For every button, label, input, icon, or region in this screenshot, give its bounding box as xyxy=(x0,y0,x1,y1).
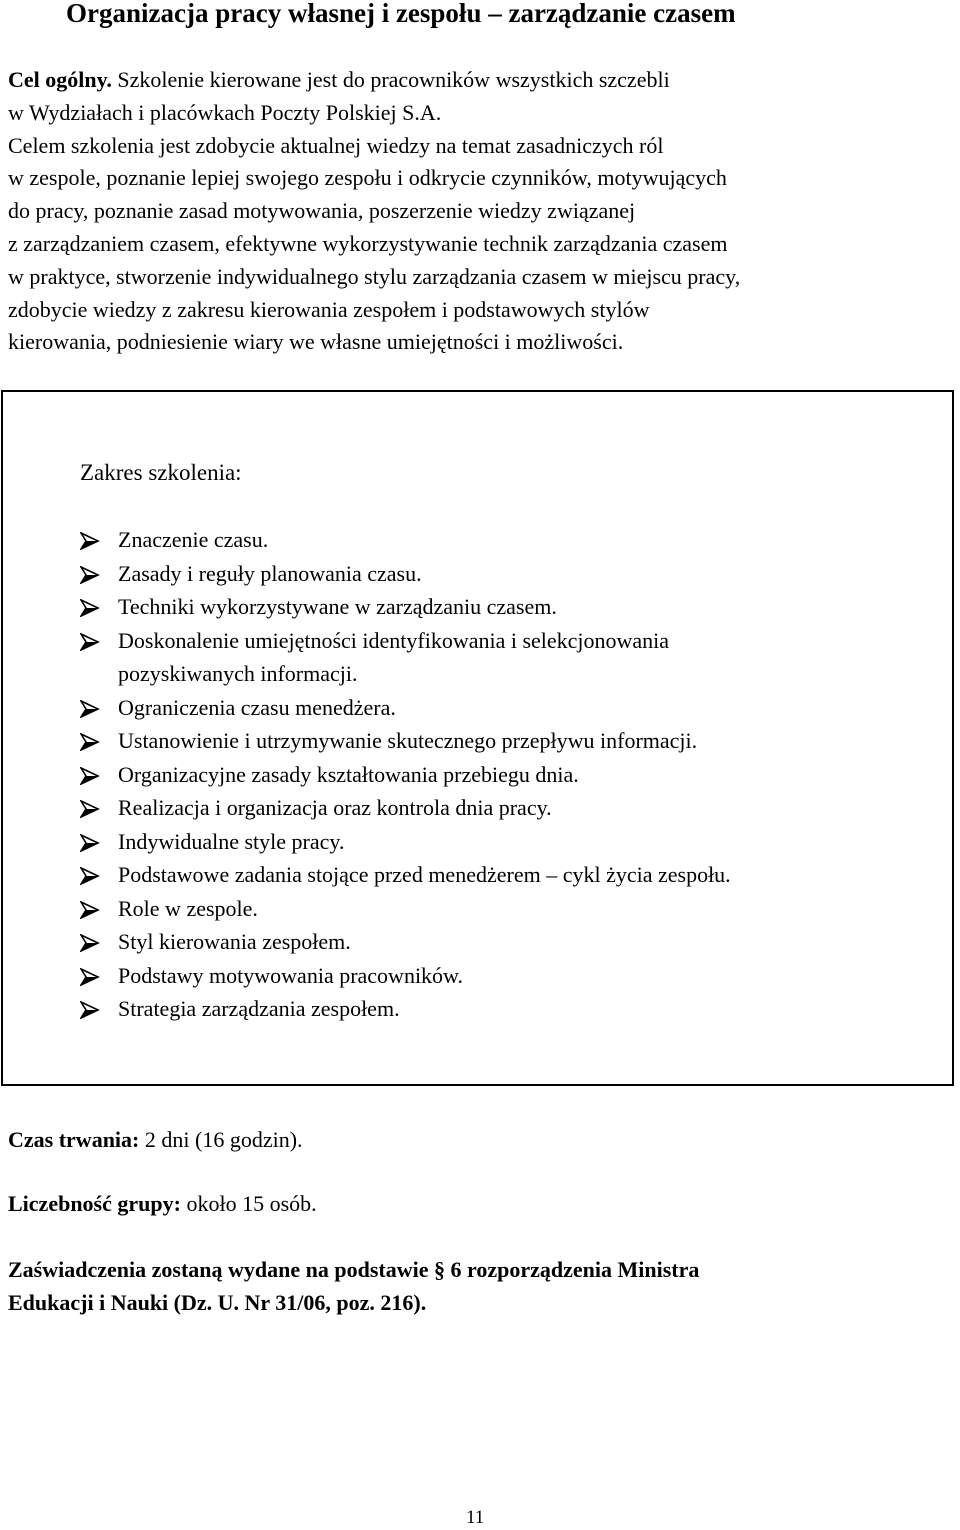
scope-list-item xyxy=(80,691,731,725)
arrowhead-bullet-icon xyxy=(80,633,100,651)
goal-text: Szkolenie kierowane jest do pracowników wszystkich szczebli xyxy=(111,67,670,92)
training-scope-title: Zakres szkolenia: xyxy=(80,460,242,485)
duration-info xyxy=(8,1124,303,1156)
scope-list-item xyxy=(80,523,731,557)
scope-list-item xyxy=(80,791,731,825)
goal-line: do pracy, poznanie zasad motywowania, poszerzenie wiedzy związanej xyxy=(8,198,636,224)
arrowhead-bullet-icon xyxy=(80,901,100,919)
certificate-note xyxy=(8,1253,953,1319)
scope-item-text: Strategia zarządzania zespołem. xyxy=(118,996,400,1021)
scope-item-text: Organizacyjne zasady kształtowania przebiegu dnia. xyxy=(118,761,579,787)
scope-item-text: Znaczenie czasu. xyxy=(118,527,269,552)
arrowhead-bullet-icon xyxy=(80,532,100,550)
goal-line: z zarządzaniem czasem, efektywne wykorzystywanie technik zarządzania czasem xyxy=(8,230,728,256)
arrowhead-bullet-icon xyxy=(80,867,100,885)
scope-list-item xyxy=(80,858,731,892)
scope-item-text: Role w zespole. xyxy=(118,895,258,921)
scope-list-item xyxy=(80,590,731,624)
scope-item-text: Realizacja i organizacja oraz kontrola dnia pracy. xyxy=(118,795,552,820)
arrowhead-bullet-icon xyxy=(80,968,100,986)
arrowhead-bullet-icon xyxy=(80,934,100,952)
scope-list-item xyxy=(80,724,731,758)
scope-list-item xyxy=(80,758,731,792)
certificate-line: Edukacji i Nauki (Dz. U. Nr 31/06, poz. 216). xyxy=(8,1290,427,1315)
general-goal-paragraph xyxy=(8,64,948,359)
goal-line: zdobycie wiedzy z zakresu kierowania zespołem i podstawowych stylów xyxy=(8,296,650,322)
goal-line xyxy=(8,64,948,97)
scope-item-text: Styl kierowania zespołem. xyxy=(118,929,351,954)
arrowhead-bullet-icon xyxy=(80,599,100,617)
scope-list-item xyxy=(80,657,731,691)
goal-line: kierowania, podniesienie wiary we własne umiejętności i możliwości. xyxy=(8,329,624,355)
scope-list-item xyxy=(80,959,731,993)
goal-line: w Wydziałach i placówkach Poczty Polskiej S.A. xyxy=(8,99,442,125)
training-scope-list xyxy=(80,523,731,1026)
duration-label: Czas trwania: xyxy=(8,1127,140,1152)
goal-label: Cel ogólny. xyxy=(8,67,112,92)
arrowhead-bullet-icon xyxy=(80,700,100,718)
scope-list-item xyxy=(80,557,731,591)
duration-value: 2 dni (16 godzin). xyxy=(139,1127,303,1152)
page-number: 11 xyxy=(466,1507,485,1528)
page-title: Organizacja pracy własnej i zespołu – zarządzanie czasem xyxy=(66,0,736,28)
arrowhead-bullet-icon xyxy=(80,566,100,584)
scope-list-item xyxy=(80,925,731,959)
scope-item-text: Indywidualne style pracy. xyxy=(118,828,345,854)
arrowhead-bullet-icon xyxy=(80,800,100,818)
goal-line: Celem szkolenia jest zdobycie aktualnej wiedzy na temat zasadniczych ról xyxy=(8,132,664,158)
scope-list-item xyxy=(80,825,731,859)
scope-list-item xyxy=(80,892,731,926)
arrowhead-bullet-icon xyxy=(80,834,100,852)
goal-line: w zespole, poznanie lepiej swojego zespołu i odkrycie czynników, motywujących xyxy=(8,165,727,191)
scope-item-text: Ustanowienie i utrzymywanie skutecznego przepływu informacji. xyxy=(118,728,698,753)
group-size-value: około 15 osób. xyxy=(180,1191,317,1216)
scope-item-text: pozyskiwanych informacji. xyxy=(118,661,358,686)
arrowhead-bullet-icon xyxy=(80,733,100,751)
scope-item-text: Ograniczenia czasu menedżera. xyxy=(118,694,396,720)
arrowhead-bullet-icon xyxy=(80,767,100,785)
certificate-line: Zaświadczenia zostaną wydane na podstawie § 6 rozporządzenia Ministra xyxy=(8,1257,700,1282)
scope-item-text: Podstawowe zadania stojące przed menedżerem – cykl życia zespołu. xyxy=(118,862,731,887)
arrowhead-bullet-icon xyxy=(80,1001,100,1019)
scope-item-text: Podstawy motywowania pracowników. xyxy=(118,962,464,988)
scope-item-text: Doskonalenie umiejętności identyfikowania i selekcjonowania xyxy=(118,627,670,653)
group-size-label: Liczebność grupy: xyxy=(8,1191,181,1216)
scope-list-item xyxy=(80,992,731,1026)
group-size-info xyxy=(8,1188,317,1220)
scope-list-item xyxy=(80,624,731,658)
goal-line: w praktyce, stworzenie indywidualnego stylu zarządzania czasem w miejscu pracy, xyxy=(8,263,741,289)
scope-item-text: Techniki wykorzystywane w zarządzaniu czasem. xyxy=(118,594,557,619)
scope-item-text: Zasady i reguły planowania czasu. xyxy=(118,560,422,586)
